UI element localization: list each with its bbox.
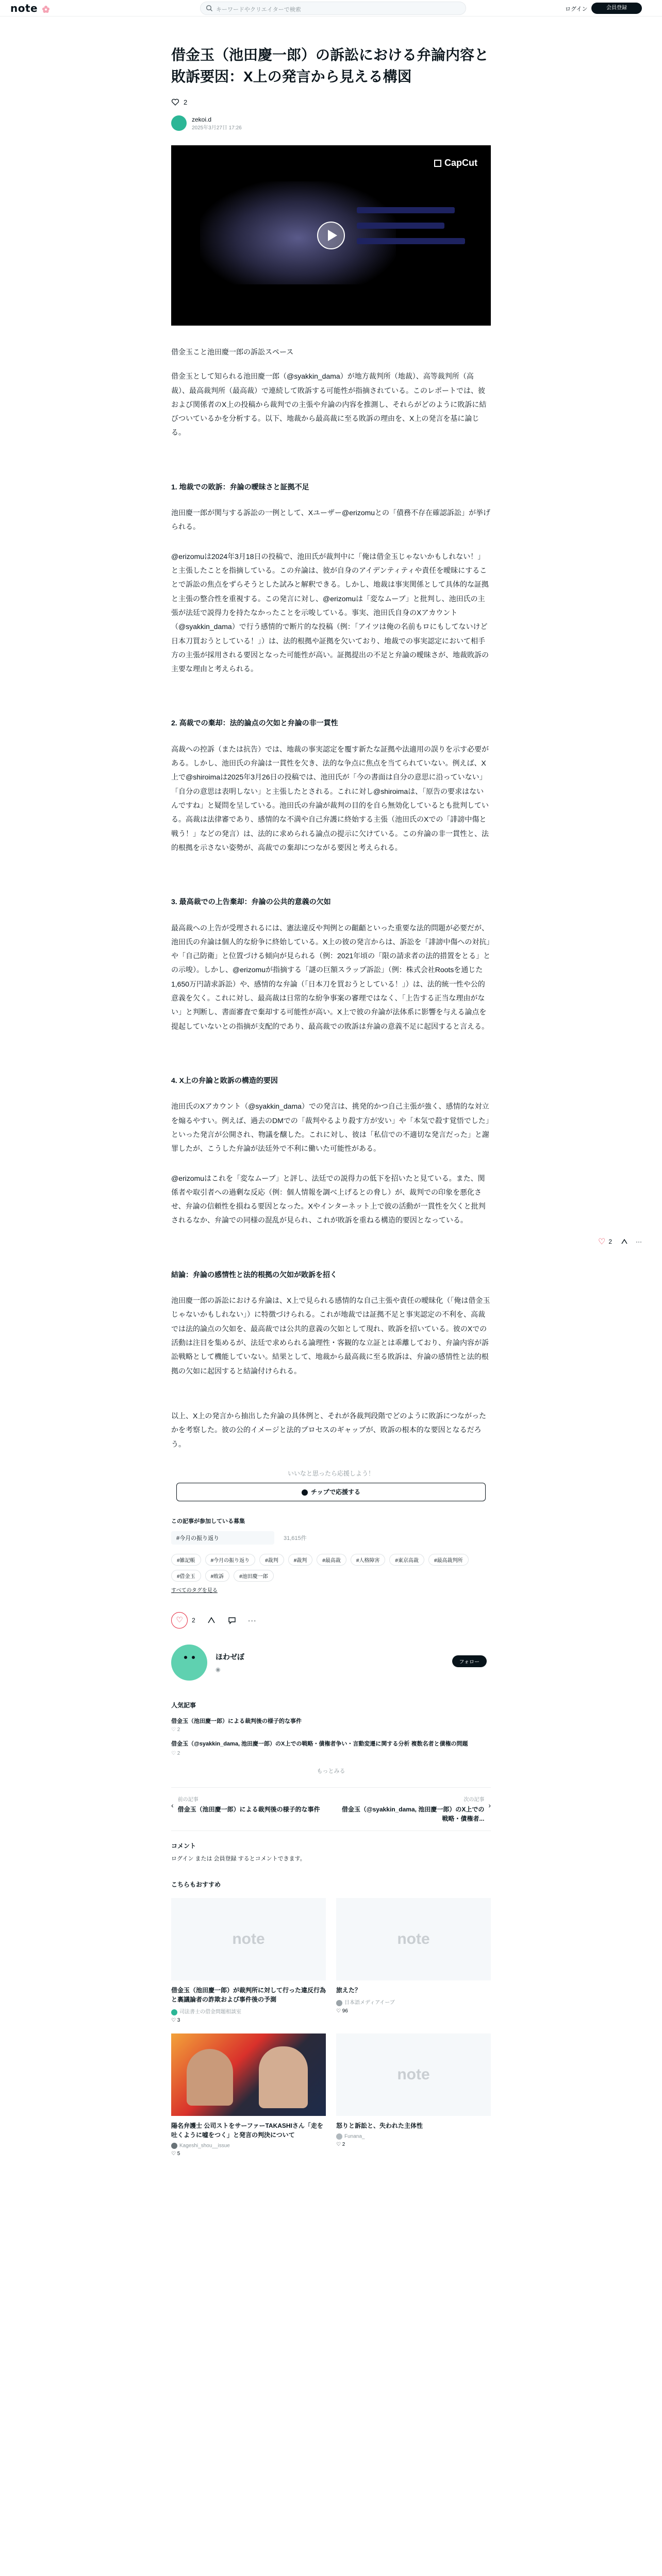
recommend-author: Kageshi_shou__issue bbox=[171, 2143, 326, 2149]
thumbnail-brand: CapCut bbox=[434, 158, 477, 168]
play-icon[interactable] bbox=[317, 221, 345, 250]
next-article-link[interactable] bbox=[341, 1795, 491, 1823]
side-like-count: 2 bbox=[608, 1238, 613, 1245]
share-arrow-icon[interactable] bbox=[207, 1616, 216, 1625]
like-count: 2 bbox=[184, 98, 188, 106]
next-label: 次の記事 bbox=[464, 1797, 485, 1803]
author-row bbox=[171, 115, 491, 131]
popular-section bbox=[171, 1701, 491, 1775]
tip-icon bbox=[302, 1489, 308, 1496]
note-placeholder-thumbnail: note bbox=[336, 2033, 491, 2116]
recommend-author: 司法書士の借金問題相談室 bbox=[171, 2007, 326, 2015]
capcut-icon bbox=[434, 160, 441, 167]
flower-icon bbox=[42, 5, 50, 13]
author-avatar[interactable] bbox=[171, 115, 187, 131]
tag-chip[interactable]: #今月の振り返り bbox=[205, 1554, 256, 1566]
magazine-label: この記事が参加している募集 bbox=[171, 1518, 245, 1524]
author-avatar bbox=[336, 2000, 342, 2006]
popular-item-likes: ♡ 2 bbox=[171, 1751, 180, 1757]
popular-item-title: 借金玉（池田慶一郎）による裁判後の様子的な事件 bbox=[171, 1718, 302, 1724]
intro-paragraph: 借金玉として知られる池田慶一郎（@syakkin_dama）が地方裁判所（地裁）、高等裁判所（高裁）、最高裁判所（最高裁）で連続して敗訴する可能性が指摘されている。このレポートでは、彼および関係者のX上の投稿から裁判での主張や弁論の内容を推測し、それらがどのように敗訴に結びついているかを分析する。以下、地裁から最高裁に至る敗訴の理由を、X上の発言を基に論じる。 bbox=[171, 372, 487, 437]
popular-item-likes: ♡ 2 bbox=[171, 1726, 180, 1733]
floating-actions bbox=[598, 1236, 642, 1247]
section-2-paragraph: 高裁への控訴（または抗告）では、地裁の事実認定を覆す新たな証拠や法適用の誤りを示す必要がある。しかし、池田氏の弁論は一貫性を欠き、法的な争点に焦点を当てられていない。例えば、X上で@shiroimaは2025年3月26日の投稿では、池田氏が「今の書面は自分の意思に沿っていない」「自分の意思は表明しない」と主張したとされる。これに対し@shiroimaは、「原告の要求はないんですね」と疑問を呈している。池田氏の弁論が裁判の目的を自ら無効化しているとも批判している。高裁は法律審であり、感情的な不満や自己弁護に終始する主張（池田氏のXでの「誹謗中傷と戦う！」などの発言）は、法的に求められる論点の提示に欠けている。この弁論の非一貫性と、法的根拠を示さない姿勢が、高裁での棄却につながる要因と考えられる。 bbox=[171, 744, 489, 852]
section-1-paragraph: 池田慶一郎が関与する訴訟の一例として、Xユーザー@erizomuとの「債務不存在確認訴訟」が挙げられる。 bbox=[171, 509, 491, 531]
section-1-paragraph: @erizomuは2024年3月18日の投稿で、池田氏が裁判中に「俺は借金玉じゃないかもしれない！」と主張したことを指摘している。この弁論は、彼が自身のアイデンティティや責任を曖昧にすることで訴訟の焦点をずらそうとした試みと解釈できる。しかし、地裁は事実関係として具体的な証拠と主張の整合性を重視する。この発言に対し、@erizomuは「変なムーブ」と批判し、池田氏の主張が法廷で説得力を持たなかったことを示唆している。事実、池田氏自身のXアカウント（@syakkin_dama）で行う感情的で断片的な投稿（例：「アイツは俺の名前もロにもしてないけど日本刀買おうとしている！」）は、法的根拠や証拠を欠いており、地裁での事実認定において相手方の主張が採用される要因となった可能性が高い。証拠提出の不足と弁論の曖昧さが、地裁敗訴の主要な理由と考えられる。 bbox=[171, 552, 489, 673]
logo-text: note bbox=[10, 2, 38, 14]
recommend-card[interactable] bbox=[336, 2033, 491, 2157]
author-avatar bbox=[336, 2133, 342, 2140]
more-link[interactable]: もっとみる bbox=[317, 1768, 345, 1775]
tag-chip[interactable]: #池田慶一郎 bbox=[234, 1570, 274, 1582]
search-input[interactable] bbox=[200, 2, 466, 15]
heart-icon: ♡ bbox=[171, 1612, 188, 1629]
section-1-heading: 1. 地裁での敗訴：弁論の曖昧さと証拠不足 bbox=[171, 482, 309, 491]
magazine-count: 31,615件 bbox=[284, 1535, 307, 1541]
magazine-section bbox=[171, 1517, 491, 1545]
author-avatar bbox=[171, 2143, 177, 2149]
more-icon[interactable]: ··· bbox=[636, 1238, 642, 1245]
comments-heading: コメント bbox=[171, 1842, 196, 1850]
recommend-author: Funana_ bbox=[336, 2133, 491, 2140]
photo-thumbnail bbox=[171, 2033, 326, 2116]
post-date: 2025年3月27日 17:26 bbox=[192, 125, 242, 131]
smile-icon-eye bbox=[192, 1656, 195, 1659]
section-4-paragraph: 池田氏のXアカウント（@syakkin_dama）での発言は、挑発的かつ自己主張が強く、感情的な対立を煽るやすい。例えば、過去のDMでの「裁判やるより殺す方が安い」や「本気で殺す覚悟でした」といった発言が公開され、物議を醸した。これに対し、彼は「私信での不適切な発言だった」と謝罪したが、こうした弁論が法廷外で不利に働いた可能性がある。 bbox=[171, 1102, 489, 1153]
comment-login-prompt[interactable]: ログイン または 会員登録 するとコメントできます。 bbox=[171, 1856, 306, 1862]
section-3-paragraph: 最高裁への上告が受理されるには、憲法違反や判例との齟齬といった重要な法的問題が必要だが、池田氏の弁論は個人的な紛争に終始している。X上の彼の発言からは、訴訟を「誹謗中傷への対抗」や「自己防衛」と位置づける傾向が見られる（例：2021年頃の「限の請求者の法的措置をとる」との示唆）。しかし、@erizomuが指摘する「謎の巨額スラップ訴訟」（例：株式会社Rootsを通じた1,650万円請求訴訟）や、感情的な弁論（「日本刀を買おうとしている！」）は、法的統一性や公的意義を欠く。これに対し、最高裁は日常的な紛争事案の審理ではなく、「上告する正当な理由がない」と判断し、書面審査で棄却する可能性が高い。X上で彼の弁論が法体系に影響を与える論点を提起していないとの指摘が支配的であり、最高裁での敗訴は弁論の意義不足に起因すると言える。 bbox=[171, 923, 491, 1030]
recommend-card[interactable] bbox=[171, 1898, 326, 2023]
tip-button[interactable]: チップで応援する bbox=[176, 1483, 486, 1501]
chevron-left-icon: ‹ bbox=[171, 1801, 174, 1810]
heart-icon[interactable] bbox=[171, 98, 179, 106]
closing-paragraph: 以上、X上の発言から抽出した弁論の具体例と、それが各裁判段階でどのように敗訴につながったかを考察した。彼の公的イメージと法的プロセスのギャップが、敗訴の根本的な要因となるだろう。 bbox=[171, 1411, 487, 1448]
author-avatar bbox=[171, 2009, 177, 2015]
see-all-tags-link[interactable]: すべてのタグを見る bbox=[171, 1587, 218, 1594]
recommend-card[interactable] bbox=[171, 2033, 326, 2157]
recommend-title: 陽名弁護士 公司ストをサーファーTAKASHIさん「走を吐くように嘘をつく」と発言の判決について bbox=[171, 2122, 323, 2139]
search-icon bbox=[206, 5, 213, 12]
action-bar bbox=[171, 1612, 491, 1629]
login-link[interactable]: ログイン bbox=[565, 6, 588, 12]
tag-chip[interactable]: #敗訴 bbox=[205, 1570, 230, 1582]
prev-title: 借金玉（池田慶一郎）による裁判後の様子的な事件 bbox=[177, 1806, 320, 1814]
section-4-paragraph: @erizomuはこれを「変なムーブ」と評し、法廷での説得力の低下を招いたと見ている。また、関係者や取引者への過剰な反応（例：個人情報を調べ上げるとの脅し）が、裁判での印象を悪化させ、弁論の信頼性を損ねる要因となった。Xやインターネット上で彼の活動が一貫性を欠くと批判されるなか、弁論での同様の混乱が見られ、これが敗訴を重ねる構造的要因となっている。 bbox=[171, 1174, 486, 1225]
thumbnail-glow bbox=[200, 181, 396, 284]
intro-heading: 借金玉こと池田慶一郎の訴訟スペース bbox=[171, 348, 294, 356]
prev-label: 前の記事 bbox=[177, 1797, 198, 1803]
tag-chip[interactable]: #裁判 bbox=[259, 1554, 284, 1566]
prev-article-link[interactable] bbox=[171, 1795, 321, 1823]
recommend-grid bbox=[171, 1898, 491, 2156]
support-section bbox=[171, 1469, 491, 1501]
chevron-right-icon: › bbox=[488, 1801, 491, 1810]
comment-icon[interactable] bbox=[227, 1616, 237, 1625]
popular-item[interactable] bbox=[171, 1740, 491, 1757]
like-button[interactable] bbox=[171, 1612, 195, 1629]
smile-icon bbox=[184, 1656, 187, 1659]
tag-chip[interactable]: #裁判 bbox=[288, 1554, 313, 1566]
creator-name[interactable]: ほわゼぼ bbox=[216, 1653, 244, 1662]
rss-icon[interactable]: ◉ bbox=[216, 1667, 221, 1673]
popular-item-title: 借金玉（@syakkin_dama, 池田慶一郎）のX上での戦略・債権者争い・言動変遷に関する分析 複数名者と債権の問題 bbox=[171, 1740, 468, 1747]
recommend-title: 怒りと訴訟と、失われた主体性 bbox=[336, 2122, 423, 2129]
magazine-card[interactable] bbox=[171, 1531, 491, 1545]
recommend-likes: ♡ 96 bbox=[336, 2008, 348, 2014]
author-name[interactable]: zekoi.d bbox=[192, 115, 212, 123]
thumbnail-bar-3 bbox=[357, 238, 465, 244]
recommend-author: 日本語メディアイーブ bbox=[336, 1998, 491, 2006]
note-logo[interactable] bbox=[10, 2, 50, 14]
section-2-heading: 2. 高裁での棄却：法的論点の欠如と弁論の非一貫性 bbox=[171, 719, 338, 727]
tag-chip[interactable]: #借金玉 bbox=[171, 1570, 201, 1582]
like-row bbox=[171, 98, 491, 106]
support-prompt: いいなと思ったら応援しよう！ bbox=[287, 1469, 374, 1477]
conclusion-heading: 結論：弁論の感情性と法的根拠の欠如が敗訴を招く bbox=[171, 1270, 337, 1279]
share-arrow-icon[interactable] bbox=[620, 1238, 628, 1246]
tag-chip[interactable]: #最高裁判所 bbox=[428, 1554, 469, 1566]
magazine-tag[interactable]: #今月の振り返り bbox=[171, 1531, 274, 1545]
popular-heading: 人気記事 bbox=[171, 1701, 196, 1709]
recommend-title: 借金玉（池田慶一郎）が裁判所に対して行った違反行為と裏議論者の詐欺および事件後の予測 bbox=[171, 1987, 326, 2004]
thumbnail-bar-2 bbox=[357, 223, 444, 229]
recommend-card[interactable] bbox=[336, 1898, 491, 2023]
more-icon[interactable]: ··· bbox=[247, 1616, 257, 1624]
recommend-section bbox=[171, 1880, 491, 2156]
person-left-image bbox=[187, 2049, 233, 2106]
recommend-likes: ♡ 2 bbox=[336, 2141, 345, 2147]
recommend-title: 旅えた？ bbox=[336, 1987, 361, 1994]
tag-chip[interactable]: #最高裁 bbox=[317, 1554, 346, 1566]
thumbnail-image bbox=[171, 145, 491, 326]
creator-avatar[interactable] bbox=[171, 1645, 207, 1681]
article bbox=[171, 44, 491, 2157]
conclusion-paragraph: 池田慶一郎の訴訟における弁論は、X上で見られる感情的な自己主張や責任の曖昧化（「俺は借金玉じゃないかもしれない」）に特徴づけられる。これが地裁では証拠不足と事実認定の不利を、高裁では法的論点の欠如を、最高裁では公共的意義の欠如として現れ、敗訴を招いている。彼のXでの活動は注目を集めるが、法廷で求められる論理性・客観的な立証とは乖離しており、弁論内容が訴訟戦略として機能していない。結果として、地裁から最高裁に至る敗訴は、弁論の感情性と法的根拠の欠如に起因すると結論付けられる。 bbox=[171, 1296, 490, 1375]
heart-icon[interactable]: ♡ bbox=[598, 1238, 606, 1246]
section-3-heading: 3. 最高裁での上告棄却：弁論の公共的意義の欠如 bbox=[171, 897, 331, 906]
register-button[interactable]: 会員登録 bbox=[591, 3, 642, 14]
follow-button[interactable]: フォロー bbox=[452, 1655, 487, 1667]
tag-list bbox=[171, 1554, 481, 1582]
recommend-likes: ♡ 5 bbox=[171, 2150, 180, 2157]
article-title: 借金玉（池田慶一郎）の訴訟における弁論内容と敗訴要因：X上の発言から見える構図 bbox=[171, 47, 489, 84]
like-count: 2 bbox=[192, 1616, 195, 1624]
tag-chip[interactable]: #東京高裁 bbox=[389, 1554, 424, 1566]
tag-chip[interactable]: #人格障害 bbox=[351, 1554, 386, 1566]
thumbnail-bar-1 bbox=[357, 207, 455, 213]
note-placeholder-thumbnail: note bbox=[171, 1898, 326, 1980]
person-right-image bbox=[259, 2046, 308, 2108]
recommend-heading: こちらもおすすめ bbox=[171, 1881, 221, 1889]
article-pager bbox=[171, 1787, 491, 1831]
note-placeholder-thumbnail: note bbox=[336, 1898, 491, 1980]
next-title: 借金玉（@syakkin_dama, 池田慶一郎）のX上での戦略・債権者... bbox=[341, 1806, 485, 1823]
site-header bbox=[0, 0, 662, 16]
recommend-likes: ♡ 3 bbox=[171, 2017, 180, 2023]
popular-item[interactable] bbox=[171, 1717, 491, 1733]
tag-chip[interactable]: #雑記帳 bbox=[171, 1554, 201, 1566]
creator-card bbox=[171, 1642, 491, 1683]
section-4-heading: 4. X上の弁論と敗訴の構造的要因 bbox=[171, 1076, 278, 1084]
search-placeholder: キーワードやクリエイターで検索 bbox=[216, 7, 301, 13]
comments-section bbox=[171, 1841, 491, 1862]
